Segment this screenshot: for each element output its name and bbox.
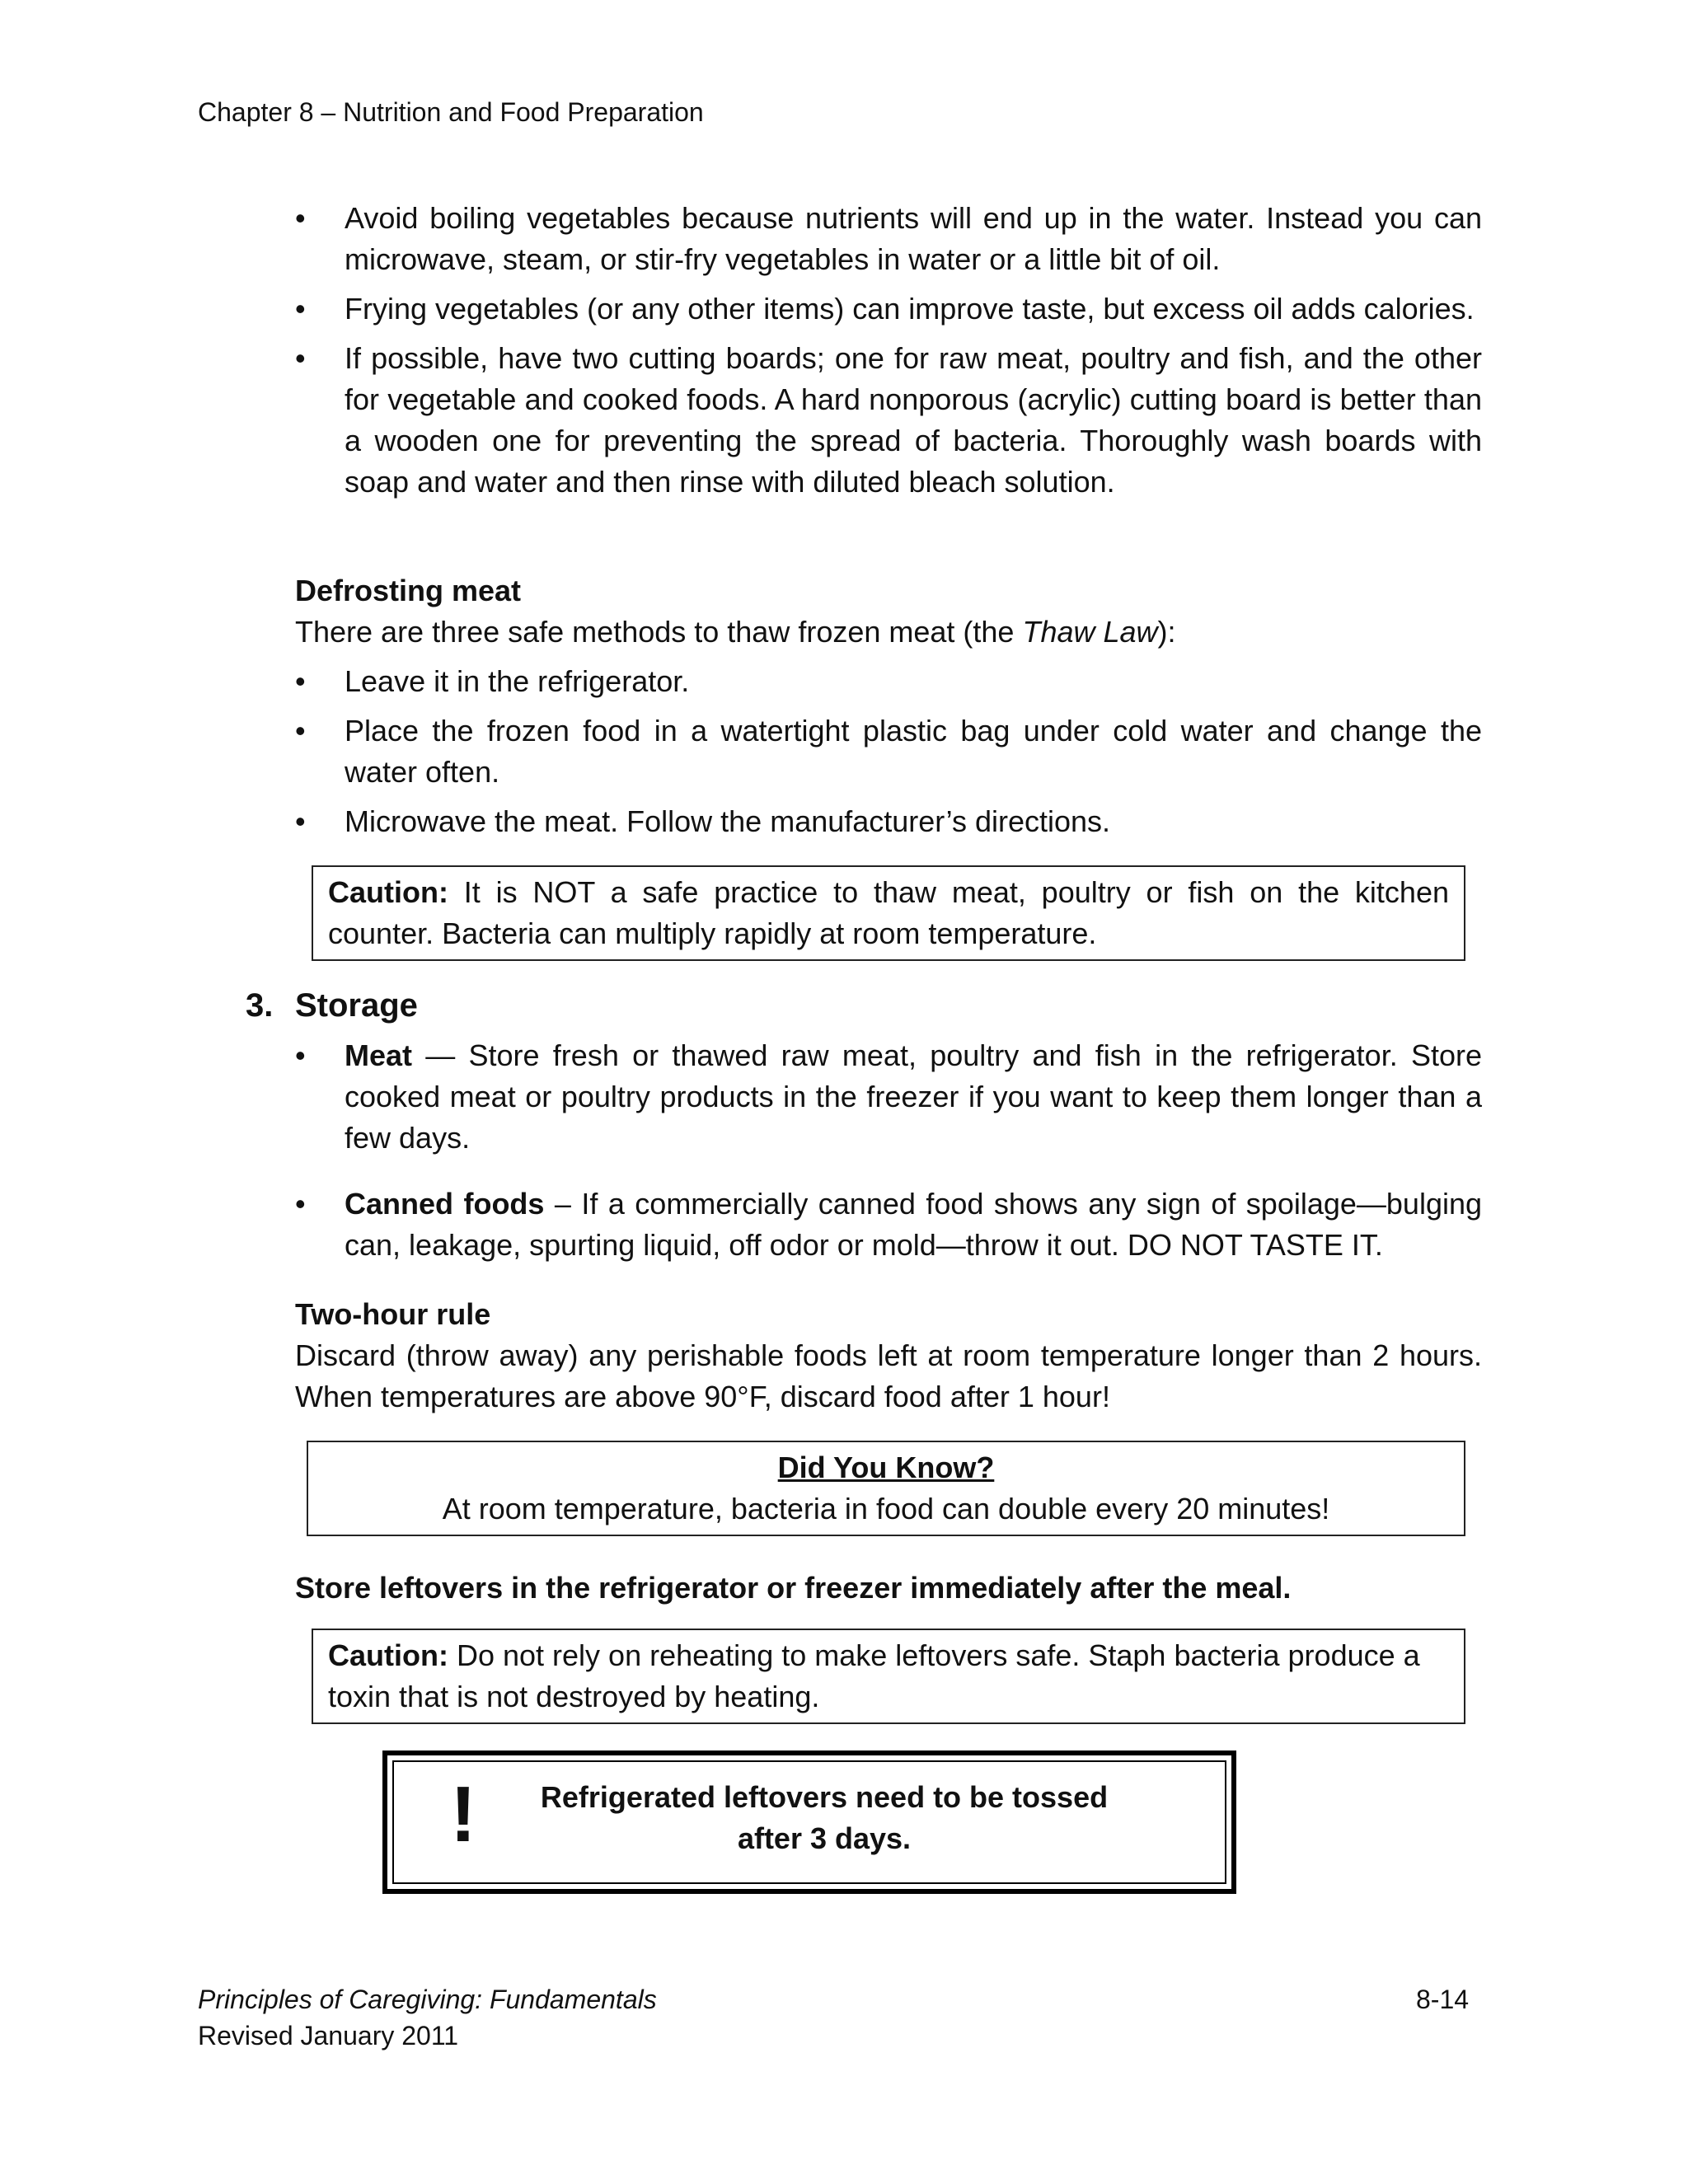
storage-bullet-list	[295, 1035, 1482, 1274]
list-item-canned: • Canned foods – If a commercially canned food shows any sign of spoilage—bulging can, leakage, spurting liquid, off odor or mold—throw it out. DO NOT TASTE IT.	[295, 1183, 1482, 1266]
storage-number: 3.	[246, 987, 274, 1024]
leftovers-instruction: Store leftovers in the refrigerator or freezer immediately after the meal.	[295, 1571, 1292, 1605]
list-item: • Place the frozen food in a watertight plastic bag under cold water and change the water often.	[295, 710, 1482, 793]
caution-text: Do not rely on reheating to make leftovers safe. Staph bacteria produce a toxin that is not destroyed by heating.	[328, 1638, 1420, 1713]
did-you-know-box	[307, 1441, 1465, 1536]
caution-label: Caution:	[328, 875, 448, 909]
footer-revised: Revised January 2011	[198, 2021, 459, 2050]
page-number: 8-14	[1416, 1985, 1470, 2014]
list-item-meat: • Meat — Store fresh or thawed raw meat, poultry and fish in the refrigerator. Store cooked meat or poultry products in the freezer if you want to keep them longer than a few days.	[295, 1035, 1482, 1159]
list-item: • Frying vegetables (or any other items) can improve taste, but excess oil adds calories.	[295, 288, 1482, 330]
prep-bullet-list	[295, 198, 1482, 511]
did-you-know-text: At room temperature, bacteria in food can double every 20 minutes!	[442, 1492, 1330, 1526]
did-you-know-title: Did You Know?	[777, 1451, 995, 1484]
list-item: • Leave it in the refrigerator.	[295, 661, 1482, 702]
caution-box-reheat	[312, 1629, 1465, 1724]
caution-label: Caution:	[328, 1638, 448, 1672]
list-item: • Microwave the meat. Follow the manufacturer’s directions.	[295, 801, 1482, 842]
footer-title: Principles of Caregiving: Fundamentals	[198, 1985, 657, 2014]
defrost-bullet-list	[295, 661, 1482, 851]
exclamation-icon: !	[450, 1770, 476, 1858]
defrost-intro: There are three safe methods to thaw frozen meat (the Thaw Law):	[295, 615, 1176, 649]
warning-box	[382, 1750, 1236, 1894]
list-item: • Avoid boiling vegetables because nutrients will end up in the water. Instead you can microwave, steam, or stir-fry vegetables in water or a little bit of oil.	[295, 198, 1482, 280]
chapter-header: Chapter 8 – Nutrition and Food Preparation	[198, 97, 704, 127]
storage-heading: Storage	[295, 987, 418, 1024]
caution-text: It is NOT a safe practice to thaw meat, poultry or fish on the kitchen counter. Bacteria can multiply rapidly at room temperature.	[328, 875, 1449, 950]
list-item: • If possible, have two cutting boards; one for raw meat, poultry and fish, and the other for vegetable and cooked foods. A hard nonporous (acrylic) cutting board is better than a wooden one for preventing the spread of bacteria. Thoroughly wash boards with soap and water and then rinse with diluted bleach solution.	[295, 338, 1482, 503]
caution-box-thaw	[312, 865, 1465, 961]
two-hour-heading: Two-hour rule	[295, 1297, 491, 1331]
warning-text: Refrigerated leftovers need to be tossed after 3 days.	[540, 1780, 1109, 1855]
defrost-heading: Defrosting meat	[295, 574, 522, 607]
two-hour-text: Discard (throw away) any perishable foods left at room temperature longer than 2 hours. When temperatures are above 90°F, discard food after 1 hour!	[295, 1338, 1482, 1413]
